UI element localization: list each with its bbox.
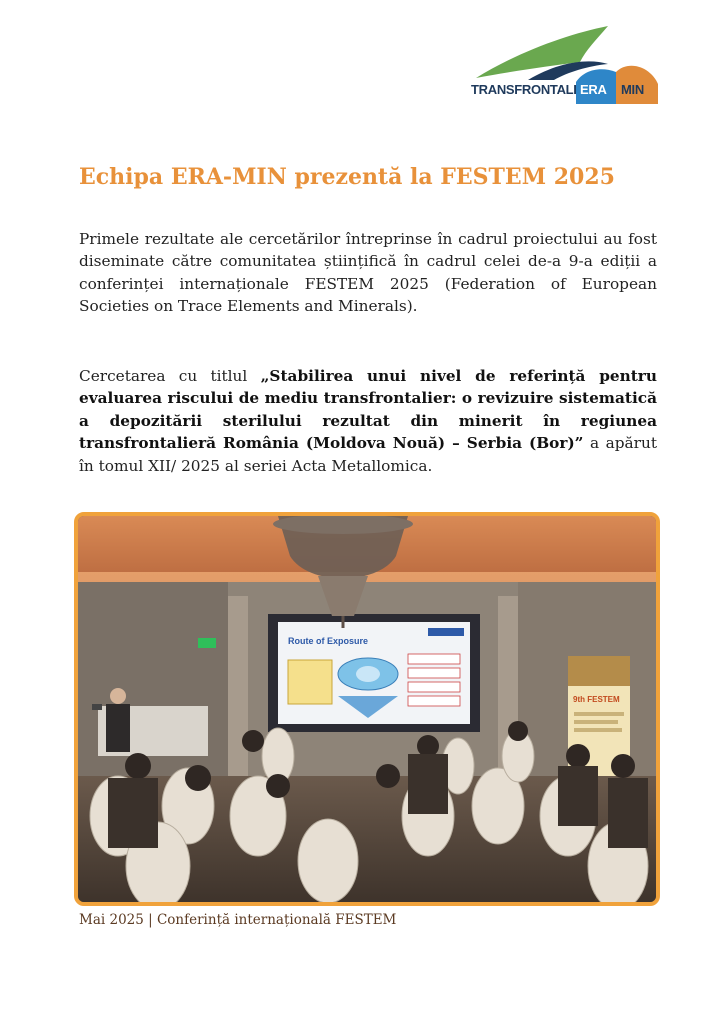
paragraph-publication — [79, 365, 657, 477]
banner-title: 9th FESTEM — [573, 695, 620, 704]
logo-word-transfrontali: TRANSFRONTALI — [471, 82, 577, 97]
paragraph-publication-title: „Stabilirea unui nivel de referință pentru evaluarea riscului de mediu transfrontalier: o revizuire sistematică a depozitării sterilului rezultat din minerit în regiunea transfrontalieră România (Moldova Nouă) – Serbia (Bor)” — [79, 367, 657, 453]
logo-wordmark — [471, 82, 661, 104]
slide-title: Route of Exposure — [288, 636, 369, 646]
page-footer: Mai 2025 | Conferință internațională FESTEM — [79, 912, 397, 928]
paragraph-publication-rest: a apărut în tomul XII/ 2025 al seriei Acta Metallomica. — [79, 434, 657, 475]
logo-word-era: ERA — [580, 82, 607, 97]
paragraph-publication-intro: Cercetarea cu titlul — [79, 367, 261, 385]
transfrontalieramin-logo — [468, 22, 658, 104]
logo-word-min: MIN — [621, 82, 644, 97]
conference-photo — [74, 512, 660, 906]
paragraph-dissemination: Primele rezultate ale cercetărilor întreprinse în cadrul proiectului au fost diseminate către comunitatea științifică în cadrul celei de-a 9-a ediții a conferinței internaționale FESTEM 2025 (Federation of European Societies on Trace Elements and Minerals). — [79, 230, 657, 316]
article-title: Echipa ERA-MIN prezentă la FESTEM 2025 — [79, 164, 615, 190]
conference-room-illustration — [78, 516, 656, 902]
